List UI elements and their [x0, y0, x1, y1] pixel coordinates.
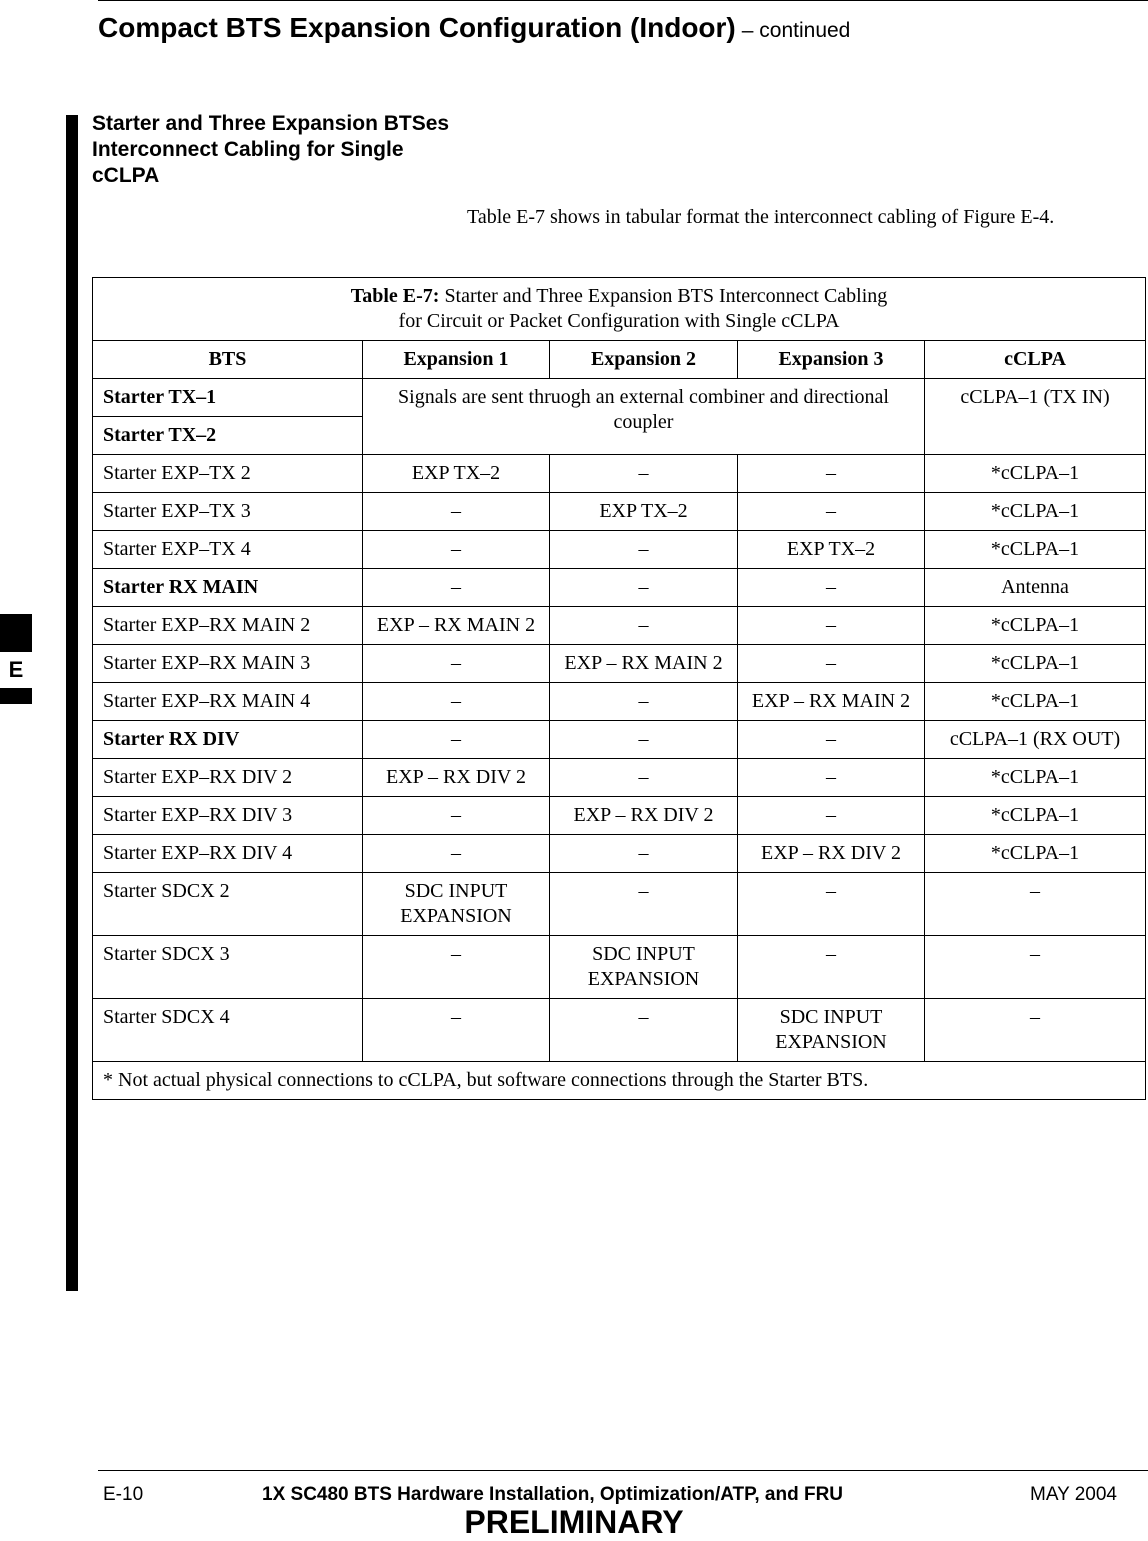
table-cell-cclpa: *cCLPA–1 [925, 759, 1146, 797]
header-rule [98, 0, 1148, 1]
table-cell-bts: Starter EXP–TX 2 [93, 455, 363, 493]
table-cell-cclpa: *cCLPA–1 [925, 835, 1146, 873]
section-heading: Starter and Three Expansion BTSes Interconnect Cabling for Single cCLPA [92, 112, 450, 187]
page-title: Compact BTS Expansion Configuration (Indoor) [98, 12, 736, 43]
table-cell-bts: Starter EXP–TX 3 [93, 493, 363, 531]
table-cell-expansion-1: – [363, 493, 550, 531]
table-caption [93, 278, 1146, 341]
table-cell-expansion-1: – [363, 683, 550, 721]
table-cell-cclpa: – [925, 999, 1146, 1062]
intro-paragraph: Table E-7 shows in tabular format the interconnect cabling of Figure E-4. [467, 206, 1055, 228]
table-cell-expansion-3: – [738, 569, 925, 607]
table-cell-expansion-2: EXP – RX MAIN 2 [550, 645, 738, 683]
table-cell-bts: Starter EXP–RX MAIN 3 [93, 645, 363, 683]
table-cell-bts: Starter RX DIV [93, 721, 363, 759]
table-cell-expansion-2: – [550, 531, 738, 569]
footer-date: MAY 2004 [1030, 1484, 1117, 1505]
table-row [93, 379, 1146, 417]
table-cell-expansion-1: – [363, 569, 550, 607]
table-cell-expansion-1: – [363, 835, 550, 873]
table-caption-line1: Starter and Three Expansion BTS Interconnect Cabling [444, 285, 888, 307]
table-row [93, 721, 1146, 759]
table-cell-expansion-3: – [738, 721, 925, 759]
table-cell-expansion-2: – [550, 721, 738, 759]
section-tab-bottom [0, 688, 32, 704]
table-cell-cclpa: *cCLPA–1 [925, 683, 1146, 721]
table-cell-bts: Starter RX MAIN [93, 569, 363, 607]
table-cell-bts: Starter SDCX 3 [93, 936, 363, 999]
column-header-cclpa: cCLPA [925, 341, 1146, 379]
table-cell-expansion-3: – [738, 873, 925, 936]
table-cell-expansion-1: – [363, 531, 550, 569]
table-cell-expansion-3: EXP – RX DIV 2 [738, 835, 925, 873]
table-cell-expansion-2: – [550, 569, 738, 607]
table-cell-cclpa: *cCLPA–1 [925, 455, 1146, 493]
table-footnote: * Not actual physical connections to cCLPA, but software connections through the Starter BTS. [93, 1062, 1146, 1100]
table-row [93, 455, 1146, 493]
table-cell-expansion-3: – [738, 936, 925, 999]
table-cell-bts: Starter SDCX 4 [93, 999, 363, 1062]
table-row [93, 999, 1146, 1062]
table-cell-bts: Starter EXP–RX MAIN 4 [93, 683, 363, 721]
column-header-expansion-2: Expansion 2 [550, 341, 738, 379]
page-header [98, 12, 850, 44]
table-cell-cclpa: – [925, 873, 1146, 936]
table-caption-label: Table E-7: [350, 285, 440, 307]
table-cell-expansion-2: SDC INPUT EXPANSION [550, 936, 738, 999]
continued-label: – continued [741, 19, 851, 42]
table-cell-bts: Starter EXP–RX DIV 3 [93, 797, 363, 835]
table-cell-expansion-3: – [738, 797, 925, 835]
table-caption-row [93, 278, 1146, 341]
table-cell-expansion-2: – [550, 683, 738, 721]
table-cell-expansion-3: – [738, 645, 925, 683]
table-cell-expansion-3: EXP – RX MAIN 2 [738, 683, 925, 721]
table-cell-expansion-2: EXP – RX DIV 2 [550, 797, 738, 835]
table-cell-bts: Starter EXP–RX DIV 4 [93, 835, 363, 873]
table-cell-expansion-2: EXP TX–2 [550, 493, 738, 531]
footer-title: 1X SC480 BTS Hardware Installation, Optimization/ATP, and FRU [262, 1484, 844, 1505]
table-cell-expansion-2: – [550, 455, 738, 493]
table-cell-bts: Starter TX–1 [93, 379, 363, 417]
table-row [93, 797, 1146, 835]
table-cell-expansion-3: EXP TX–2 [738, 531, 925, 569]
table-cell-cclpa: *cCLPA–1 [925, 797, 1146, 835]
table-cell-expansion-2: – [550, 835, 738, 873]
table-cell-expansion-3: SDC INPUT EXPANSION [738, 999, 925, 1062]
table-cell-signals-note: Signals are sent thruogh an external combiner and directional coupler [363, 379, 925, 455]
table-cell-cclpa: cCLPA–1 (RX OUT) [925, 721, 1146, 759]
table-cell-cclpa: Antenna [925, 569, 1146, 607]
table-row [93, 493, 1146, 531]
table-cell-cclpa: – [925, 936, 1146, 999]
table-row [93, 835, 1146, 873]
table-row [93, 569, 1146, 607]
table-row [93, 645, 1146, 683]
table-cell-expansion-1: EXP TX–2 [363, 455, 550, 493]
table-footnote-row [93, 1062, 1146, 1100]
table-row [93, 873, 1146, 936]
table-cell-expansion-1: – [363, 721, 550, 759]
section-tab-top [0, 614, 32, 652]
table-cell-expansion-3: – [738, 455, 925, 493]
table-cell-cclpa: cCLPA–1 (TX IN) [925, 379, 1146, 455]
table-cell-expansion-2: – [550, 873, 738, 936]
table-cell-cclpa: *cCLPA–1 [925, 493, 1146, 531]
table-cell-expansion-3: – [738, 759, 925, 797]
table-header-row [93, 341, 1146, 379]
table-cell-expansion-1: SDC INPUT EXPANSION [363, 873, 550, 936]
table-cell-cclpa: *cCLPA–1 [925, 607, 1146, 645]
table-cell-expansion-1: – [363, 645, 550, 683]
table-cell-expansion-1: – [363, 797, 550, 835]
table-cell-expansion-2: – [550, 607, 738, 645]
table-cell-expansion-1: – [363, 999, 550, 1062]
table-row [93, 683, 1146, 721]
change-bar [66, 115, 78, 1291]
section-tab-letter: E [8, 657, 24, 682]
column-header-expansion-3: Expansion 3 [738, 341, 925, 379]
table-row [93, 531, 1146, 569]
table-cell-bts: Starter SDCX 2 [93, 873, 363, 936]
table-row [93, 607, 1146, 645]
table-cell-expansion-3: – [738, 493, 925, 531]
footer-rule [98, 1470, 1148, 1471]
footer-page-number: E-10 [103, 1484, 144, 1505]
table-cell-cclpa: *cCLPA–1 [925, 531, 1146, 569]
table-cell-bts: Starter EXP–RX DIV 2 [93, 759, 363, 797]
table-cell-cclpa: *cCLPA–1 [925, 645, 1146, 683]
table-cell-bts: Starter EXP–TX 4 [93, 531, 363, 569]
preliminary-label: PRELIMINARY [464, 1504, 684, 1540]
table-cell-expansion-1: EXP – RX DIV 2 [363, 759, 550, 797]
column-header-bts: BTS [93, 341, 363, 379]
table-cell-expansion-1: – [363, 936, 550, 999]
table-cell-expansion-3: – [738, 607, 925, 645]
table-cell-expansion-1: EXP – RX MAIN 2 [363, 607, 550, 645]
table-caption-line2: for Circuit or Packet Configuration with Single cCLPA [398, 310, 840, 332]
table-row [93, 936, 1146, 999]
table-cell-expansion-2: – [550, 759, 738, 797]
column-header-expansion-1: Expansion 1 [363, 341, 550, 379]
table-row [93, 759, 1146, 797]
table-cell-bts: Starter TX–2 [93, 417, 363, 455]
table-cell-bts: Starter EXP–RX MAIN 2 [93, 607, 363, 645]
table-cell-expansion-2: – [550, 999, 738, 1062]
cabling-table [92, 277, 1146, 1100]
